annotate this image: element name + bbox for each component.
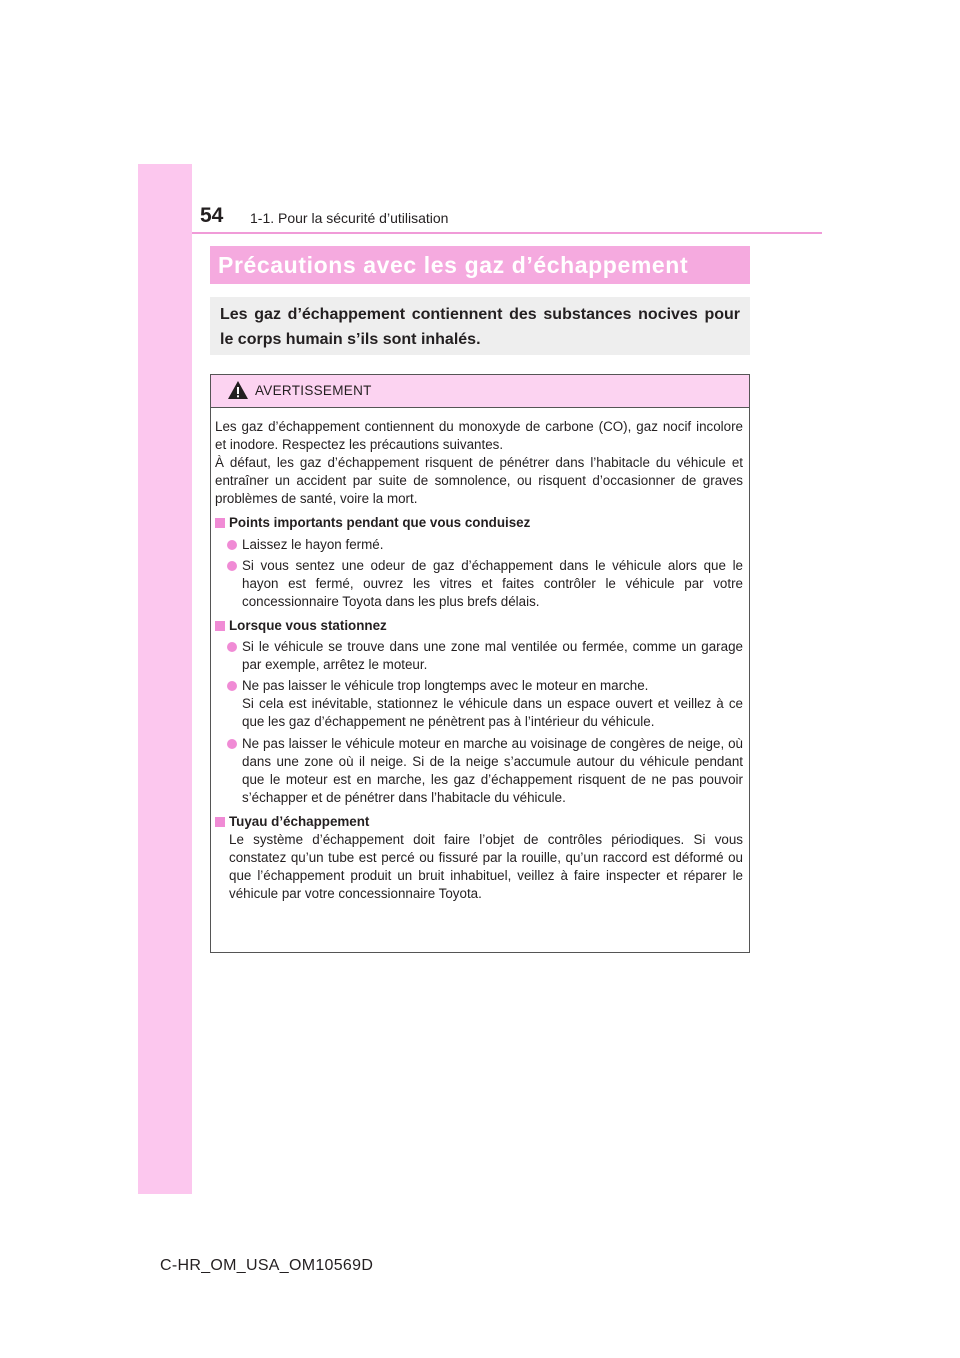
warning-label: AVERTISSEMENT [255,383,372,398]
page-number: 54 [200,204,224,227]
warning-body [211,408,749,903]
list-item [215,536,743,554]
square-bullet-icon [215,817,225,827]
section-title: Précautions avec les gaz d’échappement [210,246,750,284]
heading-driving-text: Points importants pendant que vous conduisez [229,515,531,531]
circle-bullet-icon [227,561,237,571]
circle-bullet-icon [227,540,237,550]
side-tab-band [138,164,192,1194]
list-item-continuation: Si cela est inévitable, stationnez le véhicule dans un espace ouvert et veillez à ce que les gaz d’échappement ne pénètrent pas à l’intérieur du véhicule. [242,696,743,730]
square-bullet-icon [215,518,225,528]
warning-intro-1: Les gaz d’échappement contiennent du monoxyde de carbone (CO), gaz nocif incolore et inodore. Respectez les précautions suivantes. [215,419,743,453]
warning-box [210,374,750,953]
circle-bullet-icon [227,739,237,749]
list-item [215,735,743,807]
warning-header [211,375,749,408]
list-item [215,557,743,611]
heading-exhaust-pipe [215,813,743,831]
square-bullet-icon [215,621,225,631]
header-rule [192,232,822,234]
exhaust-pipe-text: Le système d’échappement doit faire l’objet de contrôles périodiques. Si vous constatez qu’un tube est percé ou fissuré par la rouille, qu’un raccord est déformé ou que l’échappement produit un bruit inhabituel, veillez à faire inspecter et réparer le véhicule par votre concessionnaire Toyota. [229,831,743,902]
chapter-title: 1-1. Pour la sécurité d’utilisation [250,210,449,226]
warning-intro-2: À défaut, les gaz d’échappement risquent de pénétrer dans l’habitacle du véhicule et entraîner un accident par suite de somnolence, ou risquent d’occasionner de graves problèmes de santé, voire la mort. [215,455,743,507]
circle-bullet-icon [227,642,237,652]
list-item-text: Ne pas laisser le véhicule moteur en marche au voisinage de congères de neige, où dans une zone où il neige. Si de la neige s’accumule autour du véhicule pendant que le moteur est en marche, les gaz d’échappement risquent de ne pas pouvoir s’échapper et de pénétrer dans l’habitacle du véhicule. [242,735,743,805]
heading-exhaust-pipe-text: Tuyau d’échappement [229,813,370,829]
list-item-text: Si le véhicule se trouve dans une zone mal ventilée ou fermée, comme un garage par exemple, arrêtez le moteur. [242,639,743,673]
list-item-text: Si vous sentez une odeur de gaz d’échappement dans le véhicule alors que le hayon est fermé, ouvrez les vitres et faites contrôler le véhicule par votre concessionnaire Toyota dans les plus brefs délais. [242,557,743,609]
circle-bullet-icon [227,681,237,691]
list-item [215,638,743,674]
heading-parking-text: Lorsque vous stationnez [229,617,387,633]
heading-driving [215,514,743,532]
warning-triangle-icon [227,380,249,400]
intro-box [210,297,750,355]
list-item [215,677,743,731]
intro-text: Les gaz d’échappement contiennent des substances nocives pour le corps humain s’ils sont inhalés. [220,306,740,348]
heading-parking [215,617,743,635]
list-item-text: Ne pas laisser le véhicule trop longtemps avec le moteur en marche. [242,678,649,694]
footer-document-code: C-HR_OM_USA_OM10569D [160,1257,374,1274]
list-item-text: Laissez le hayon fermé. [242,536,384,552]
